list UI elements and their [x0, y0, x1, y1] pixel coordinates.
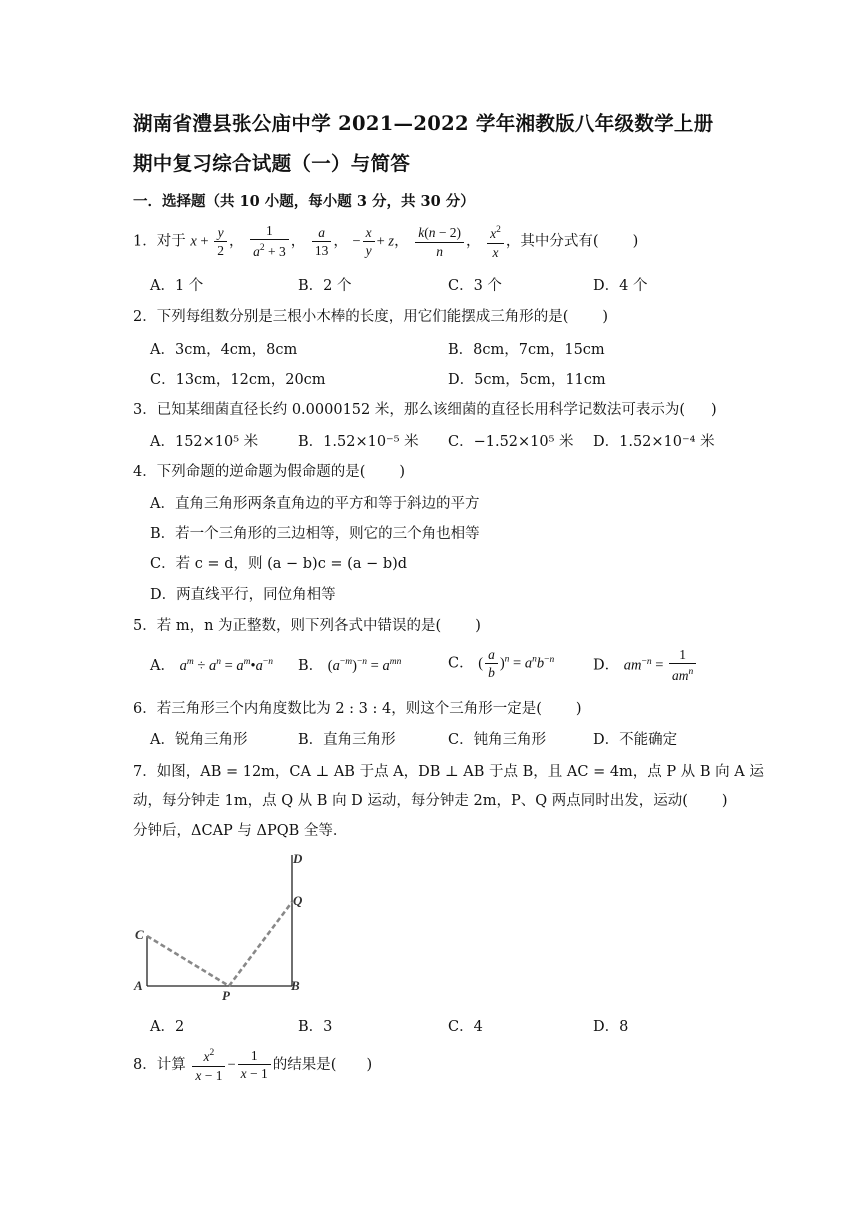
- q2-option-b: B．8cm，7cm，15cm: [448, 342, 605, 358]
- q7-option-a: A．2: [150, 1019, 185, 1035]
- label-q: Q: [293, 893, 303, 908]
- question-2: [133, 305, 608, 326]
- question-1-lead: 1．对于: [133, 233, 186, 250]
- page-title-line1: 湖南省澧县张公庙中学 2021—2022 学年湘教版八年级数学上册: [133, 112, 714, 135]
- q5-option-a-label: A．: [150, 658, 175, 674]
- q4-option-c: C．若 c = d，则 (a − b)c = (a − b)d: [150, 556, 408, 572]
- question-7-line2-text: 动，每分钟走 1m，点 Q 从 B 向 D 运动，每分钟走 2m，P、Q 两点同时出发，运动(: [133, 793, 688, 809]
- q2-option-a: A．3cm，4cm，8cm: [150, 342, 298, 358]
- q7-option-b: B．3: [298, 1019, 333, 1035]
- question-8-tail: 的结果是(: [272, 1057, 337, 1073]
- q3-option-d: D．1.52×10⁻⁴ 米: [593, 434, 715, 450]
- q5-option-d: D． $am^{-n}$ = $\frac{1}{am^n}$: [593, 646, 698, 685]
- q5-option-c: C． ( $\frac{a}{b}$ )$^n = a^nb^{-n}$: [448, 647, 555, 680]
- q7-geometry-figure: [125, 845, 325, 1005]
- question-8-lead: 8．计算: [133, 1057, 186, 1073]
- answer-paren-close: ): [632, 233, 639, 250]
- section-heading: 一．选择题（共 10 小题，每小题 3 分，共 30 分）: [133, 193, 475, 210]
- q2-option-d: D．5cm，5cm，11cm: [448, 372, 606, 388]
- q6-option-d: D．不能确定: [593, 732, 678, 748]
- page-title-line2: 期中复习综合试题（一）与简答: [133, 152, 411, 175]
- label-b: B: [291, 978, 300, 993]
- question-8: 8．计算 $\frac{x^2}{x - 1}$ − $\frac{1}{x - 1}$ 的结果是( ): [133, 1045, 372, 1085]
- q5-option-a: A． $a^m \div a^n$ = $a^m•a^{-n}$: [150, 657, 273, 674]
- q6-option-c: C．钝角三角形: [448, 732, 547, 748]
- question-6: [133, 697, 582, 718]
- answer-paren-close: ): [475, 618, 481, 634]
- answer-paren-close: ): [602, 309, 609, 325]
- q7-option-c: C．4: [448, 1019, 483, 1035]
- label-a: A: [134, 978, 143, 993]
- q3-option-b: B．1.52×10⁻⁵ 米: [298, 434, 419, 450]
- q3-option-a: A．152×10⁵ 米: [150, 434, 259, 450]
- question-3-text: 3．已知某细菌直径长约 0.0000152 米，那么该细菌的直径长用科学记数法可表示为(: [133, 402, 686, 418]
- question-2-text: 2．下列每组数分别是三根小木棒的长度，用它们能摆成三角形的是(: [133, 309, 569, 325]
- q5-option-d-label: D．: [593, 657, 620, 674]
- label-p: P: [222, 988, 230, 1003]
- q1-option-a: A．1 个: [150, 278, 204, 294]
- segment-pq: [229, 902, 292, 986]
- answer-paren-close: ): [399, 464, 406, 480]
- question-6-text: 6．若三角形三个内角度数比为 2 : 3 : 4，则这个三角形一定是(: [133, 701, 542, 717]
- question-4-text: 4．下列命题的逆命题为假命题的是(: [133, 464, 366, 480]
- q7-option-d: D．8: [593, 1019, 629, 1035]
- q3-option-c: C．−1.52×10⁵ 米: [448, 434, 574, 450]
- question-1: 1．对于 x + $\frac{y}{2}$ ， $\frac{1}{a^2 + 3}$ ， $\frac{a}{13}$ ， − $\frac{x}{y}$ + z， $\frac{k(n - 2)}{n}$ ， $\frac{x^2}{x}$ ，其中分式有( ): [133, 223, 639, 260]
- q4-option-d: D．两直线平行，同位角相等: [150, 587, 336, 603]
- q1-option-b: B．2 个: [298, 278, 352, 294]
- question-7-line1: 7．如图，AB = 12m，CA ⊥ AB 于点 A，DB ⊥ AB 于点 B，且 AC = 4m，点 P 从 B 向 A 运: [133, 764, 764, 780]
- q1-option-d: D．4 个: [593, 278, 648, 294]
- question-4: [133, 460, 405, 481]
- q5-option-b-label: B．: [298, 658, 324, 674]
- label-c: C: [135, 927, 144, 942]
- label-d: D: [293, 851, 303, 866]
- answer-paren-close: ): [721, 793, 728, 809]
- q2-option-c: C．13cm，12cm，20cm: [150, 372, 326, 388]
- answer-paren-close: ): [711, 402, 717, 418]
- question-7-line2: [133, 789, 728, 810]
- q6-option-b: B．直角三角形: [298, 732, 396, 748]
- question-1-tail: ，其中分式有(: [505, 233, 599, 250]
- q5-option-b: B． $(a^{-m})^{-n} = a^{mn}$: [298, 657, 402, 674]
- question-3: [133, 398, 717, 419]
- question-5-text: 5．若 m，n 为正整数，则下列各式中错误的是(: [133, 618, 442, 634]
- answer-paren-close: ): [366, 1057, 373, 1073]
- question-7-line3: 分钟后，ΔCAP 与 ΔPQB 全等．: [133, 823, 348, 839]
- q1-option-c: C．3 个: [448, 278, 502, 294]
- answer-paren-close: ): [575, 701, 582, 717]
- q4-option-b: B．若一个三角形的三边相等，则它的三个角也相等: [150, 526, 480, 542]
- question-5: [133, 614, 481, 635]
- q6-option-a: A．锐角三角形: [150, 732, 248, 748]
- q4-option-a: A．直角三角形两条直角边的平方和等于斜边的平方: [150, 496, 480, 512]
- q5-option-c-label: C．: [448, 655, 474, 672]
- segment-cp: [147, 936, 229, 986]
